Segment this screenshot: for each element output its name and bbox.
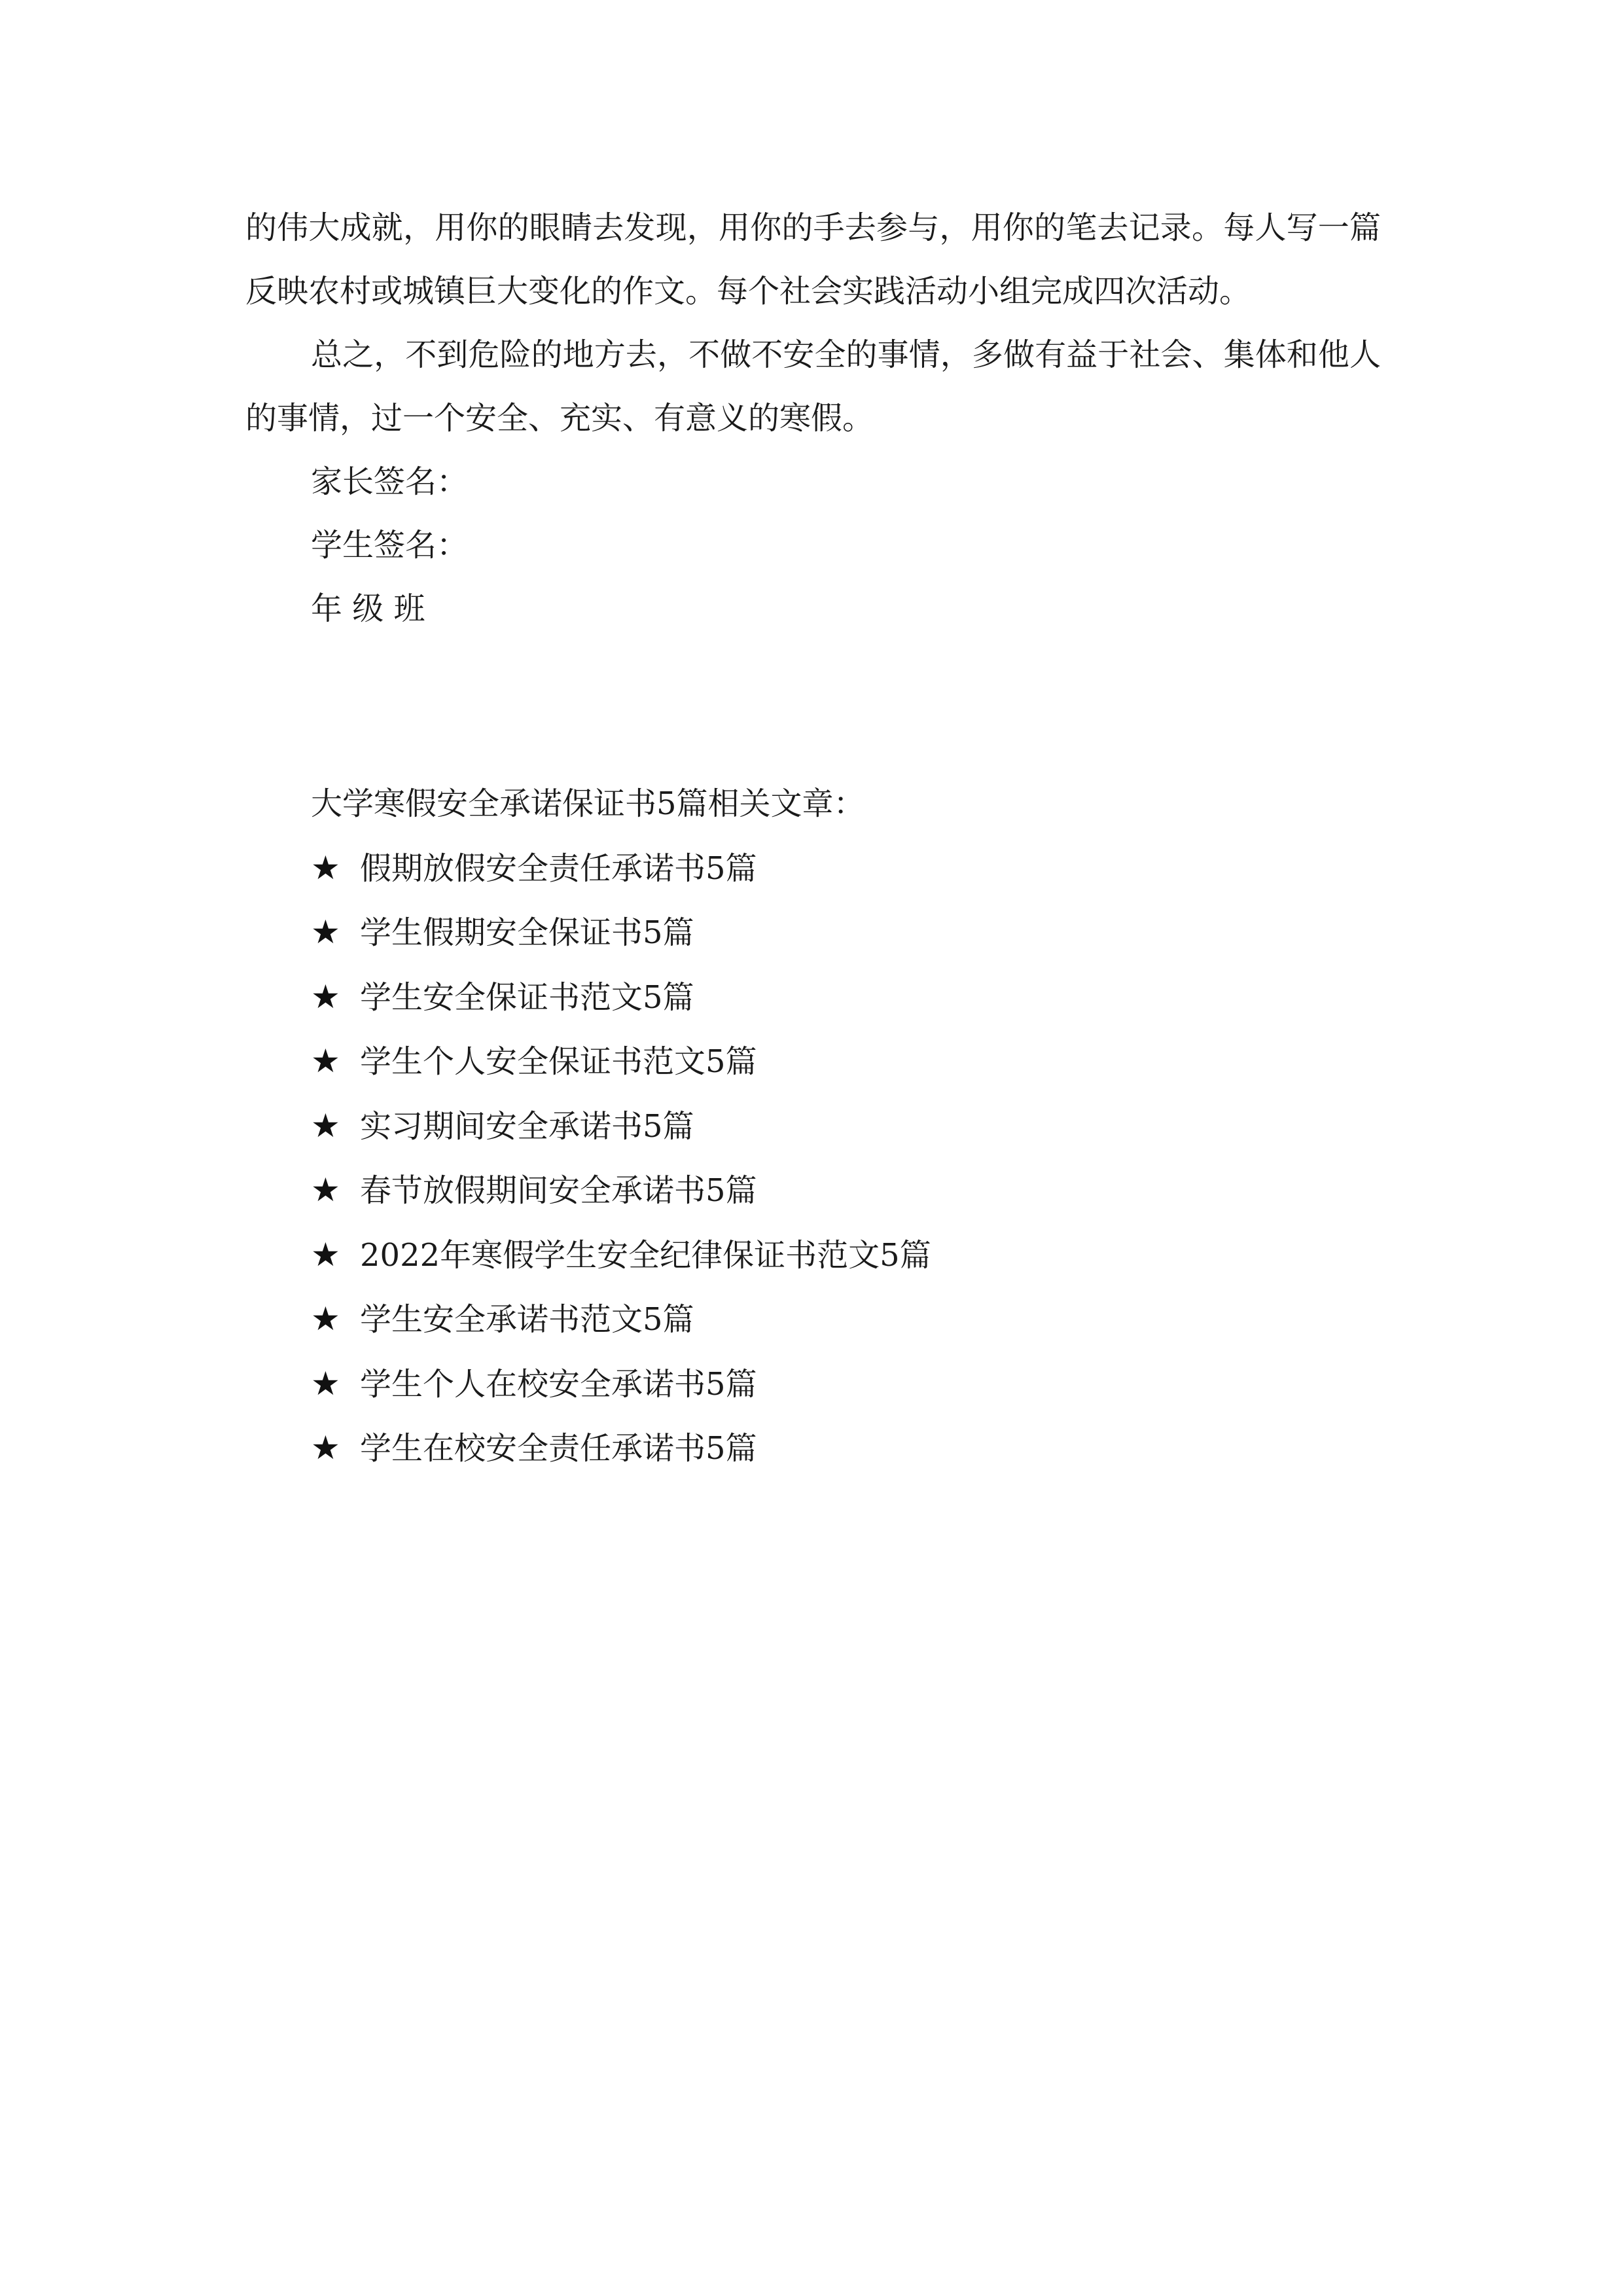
star-icon: ★ bbox=[311, 1364, 340, 1403]
star-icon: ★ bbox=[311, 1300, 340, 1338]
star-icon: ★ bbox=[311, 1235, 340, 1274]
related-article-link[interactable]: 春节放假期间安全承诺书5篇 bbox=[360, 1172, 757, 1209]
list-item[interactable] bbox=[311, 836, 1423, 901]
list-item[interactable] bbox=[311, 1352, 1423, 1417]
related-articles-heading: 大学寒假安全承诺保证书5篇相关文章： bbox=[311, 785, 865, 822]
related-article-link[interactable]: 学生在校安全责任承诺书5篇 bbox=[360, 1430, 757, 1467]
related-article-link[interactable]: 学生个人在校安全承诺书5篇 bbox=[360, 1365, 757, 1403]
related-articles bbox=[311, 772, 1423, 1481]
related-article-link[interactable]: 学生安全保证书范文5篇 bbox=[360, 978, 694, 1016]
related-article-link[interactable]: 2022年寒假学生安全纪律保证书范文5篇 bbox=[360, 1236, 931, 1274]
list-item[interactable] bbox=[311, 1223, 1423, 1288]
related-article-link[interactable]: 学生个人安全保证书范文5篇 bbox=[360, 1043, 757, 1080]
list-item[interactable] bbox=[311, 901, 1423, 965]
star-icon: ★ bbox=[311, 848, 340, 887]
paragraph-continuation: 的伟大成就，用你的眼睛去发现，用你的手去参与，用你的笔去记录。每人写一篇反映农村或城镇巨大变化的作文。每个社会实践活动小组完成四次活动。 bbox=[245, 209, 1381, 310]
list-item[interactable] bbox=[311, 1416, 1423, 1481]
related-article-link[interactable]: 学生安全承诺书范文5篇 bbox=[360, 1301, 694, 1338]
related-article-link[interactable]: 假期放假安全责任承诺书5篇 bbox=[360, 850, 757, 887]
star-icon: ★ bbox=[311, 1429, 340, 1467]
star-icon: ★ bbox=[311, 1042, 340, 1080]
list-item[interactable] bbox=[311, 1094, 1423, 1159]
paragraph-summary: 总之，不到危险的地方去，不做不安全的事情，多做有益于社会、集体和他人的事情，过一个安全、充实、有意义的寒假。 bbox=[245, 336, 1381, 437]
related-article-link[interactable]: 实习期间安全承诺书5篇 bbox=[360, 1107, 694, 1145]
list-item[interactable] bbox=[311, 965, 1423, 1030]
star-icon: ★ bbox=[311, 1106, 340, 1145]
list-item[interactable] bbox=[311, 1287, 1423, 1352]
star-icon: ★ bbox=[311, 913, 340, 951]
body-text bbox=[245, 196, 1381, 641]
student-signature-label: 学生签名： bbox=[311, 527, 469, 564]
star-icon: ★ bbox=[311, 1171, 340, 1209]
grade-class-label: 年 级 班 bbox=[311, 590, 425, 627]
star-icon: ★ bbox=[311, 977, 340, 1016]
related-articles-list bbox=[311, 836, 1423, 1481]
related-article-link[interactable]: 学生假期安全保证书5篇 bbox=[360, 914, 694, 951]
list-item[interactable] bbox=[311, 1030, 1423, 1094]
list-item[interactable] bbox=[311, 1158, 1423, 1223]
parent-signature-label: 家长签名： bbox=[311, 463, 469, 500]
